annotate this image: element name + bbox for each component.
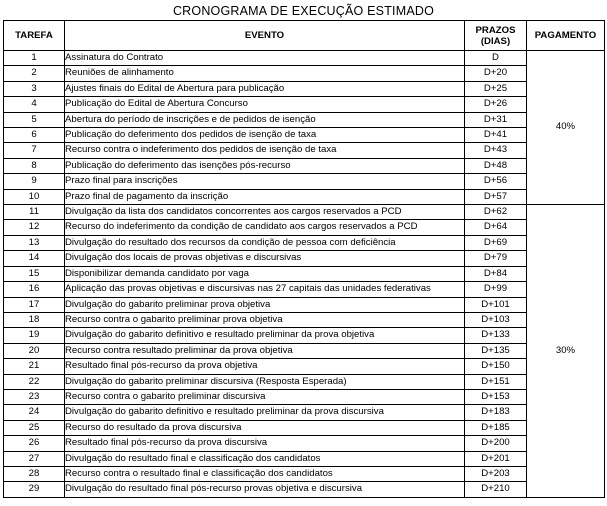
table-row xyxy=(4,143,605,158)
schedule-table xyxy=(3,20,605,498)
tarefa-cell: 6 xyxy=(4,128,65,143)
tarefa-cell: 4 xyxy=(4,97,65,112)
evento-cell: Divulgação do resultado final pós-recurso provas objetiva e discursiva xyxy=(65,482,465,497)
prazo-cell: D+101 xyxy=(465,297,527,312)
table-row xyxy=(4,282,605,297)
evento-cell: Publicação do Edital de Abertura Concurso xyxy=(65,97,465,112)
evento-cell: Ajustes finais do Edital de Abertura para publicação xyxy=(65,81,465,96)
header-prazos-unit: (DIAS) xyxy=(480,35,511,47)
table-row xyxy=(4,451,605,466)
table-row xyxy=(4,420,605,435)
prazo-cell: D+185 xyxy=(465,420,527,435)
prazo-cell: D+62 xyxy=(465,205,527,220)
tarefa-cell: 18 xyxy=(4,312,65,327)
table-row xyxy=(4,328,605,343)
table-row xyxy=(4,112,605,127)
header-pagamento: PAGAMENTO xyxy=(527,21,605,51)
prazo-cell: D+150 xyxy=(465,359,527,374)
prazo-cell: D+31 xyxy=(465,112,527,127)
prazo-cell: D+20 xyxy=(465,66,527,81)
tarefa-cell: 13 xyxy=(4,235,65,250)
prazo-cell: D xyxy=(465,51,527,66)
table-row xyxy=(4,312,605,327)
evento-cell: Recurso contra o gabarito preliminar discursiva xyxy=(65,389,465,404)
table-row xyxy=(4,251,605,266)
table-row xyxy=(4,374,605,389)
evento-cell: Publicação do deferimento dos pedidos de isenção de taxa xyxy=(65,128,465,143)
tarefa-cell: 28 xyxy=(4,466,65,481)
evento-cell: Divulgação do resultado final e classificação dos candidatos xyxy=(65,451,465,466)
tarefa-cell: 22 xyxy=(4,374,65,389)
table-row xyxy=(4,66,605,81)
prazo-cell: D+26 xyxy=(465,97,527,112)
prazo-cell: D+183 xyxy=(465,405,527,420)
evento-cell: Divulgação dos locais de provas objetivas e discursivas xyxy=(65,251,465,266)
evento-cell: Recurso do indeferimento da condição de candidato aos cargos reservados a PCD xyxy=(65,220,465,235)
tarefa-cell: 8 xyxy=(4,158,65,173)
prazo-cell: D+57 xyxy=(465,189,527,204)
table-row xyxy=(4,81,605,96)
table-row xyxy=(4,436,605,451)
table-row xyxy=(4,297,605,312)
prazo-cell: D+135 xyxy=(465,343,527,358)
pagamento-cell: 40% xyxy=(527,51,605,205)
table-row xyxy=(4,220,605,235)
table-header-row xyxy=(4,21,605,51)
evento-cell: Divulgação do gabarito definitivo e resultado preliminar da prova discursiva xyxy=(65,405,465,420)
evento-cell: Recurso do resultado da prova discursiva xyxy=(65,420,465,435)
tarefa-cell: 19 xyxy=(4,328,65,343)
tarefa-cell: 2 xyxy=(4,66,65,81)
table-row xyxy=(4,359,605,374)
tarefa-cell: 9 xyxy=(4,174,65,189)
evento-cell: Publicação do deferimento das isenções pós-recurso xyxy=(65,158,465,173)
header-evento: EVENTO xyxy=(65,21,465,51)
tarefa-cell: 29 xyxy=(4,482,65,497)
table-row xyxy=(4,405,605,420)
evento-cell: Abertura do período de inscrições e de pedidos de isenção xyxy=(65,112,465,127)
tarefa-cell: 14 xyxy=(4,251,65,266)
evento-cell: Recurso contra o resultado final e classificação dos candidatos xyxy=(65,466,465,481)
tarefa-cell: 16 xyxy=(4,282,65,297)
table-row xyxy=(4,189,605,204)
evento-cell: Prazo final de pagamento da inscrição xyxy=(65,189,465,204)
evento-cell: Divulgação do gabarito definitivo e resultado preliminar da prova objetiva xyxy=(65,328,465,343)
evento-cell: Recurso contra o gabarito preliminar prova objetiva xyxy=(65,312,465,327)
evento-cell: Reuniões de alinhamento xyxy=(65,66,465,81)
header-prazos xyxy=(465,21,527,51)
tarefa-cell: 5 xyxy=(4,112,65,127)
table-row xyxy=(4,482,605,497)
page-title: CRONOGRAMA DE EXECUÇÃO ESTIMADO xyxy=(172,4,435,18)
table-row xyxy=(4,174,605,189)
prazo-cell: D+48 xyxy=(465,158,527,173)
table-row xyxy=(4,205,605,220)
tarefa-cell: 10 xyxy=(4,189,65,204)
prazo-cell: D+56 xyxy=(465,174,527,189)
evento-cell: Aplicação das provas objetivas e discursivas nas 27 capitais das unidades federativas xyxy=(65,282,465,297)
table-body xyxy=(4,51,605,498)
tarefa-cell: 26 xyxy=(4,436,65,451)
evento-cell: Recurso contra o indeferimento dos pedidos de isenção de taxa xyxy=(65,143,465,158)
tarefa-cell: 7 xyxy=(4,143,65,158)
prazo-cell: D+103 xyxy=(465,312,527,327)
prazo-cell: D+151 xyxy=(465,374,527,389)
prazo-cell: D+41 xyxy=(465,128,527,143)
prazo-cell: D+200 xyxy=(465,436,527,451)
header-tarefa: TAREFA xyxy=(4,21,65,51)
evento-cell: Resultado final pós-recurso da prova discursiva xyxy=(65,436,465,451)
prazo-cell: D+25 xyxy=(465,81,527,96)
evento-cell: Resultado final pós-recurso da prova objetiva xyxy=(65,359,465,374)
evento-cell: Divulgação da lista dos candidatos concorrentes aos cargos reservados a PCD xyxy=(65,205,465,220)
prazo-cell: D+153 xyxy=(465,389,527,404)
evento-cell: Assinatura do Contrato xyxy=(65,51,465,66)
tarefa-cell: 24 xyxy=(4,405,65,420)
prazo-cell: D+43 xyxy=(465,143,527,158)
tarefa-cell: 27 xyxy=(4,451,65,466)
prazo-cell: D+133 xyxy=(465,328,527,343)
tarefa-cell: 15 xyxy=(4,266,65,281)
prazo-cell: D+64 xyxy=(465,220,527,235)
table-row xyxy=(4,97,605,112)
table-row xyxy=(4,235,605,250)
tarefa-cell: 17 xyxy=(4,297,65,312)
prazo-cell: D+210 xyxy=(465,482,527,497)
table-row xyxy=(4,128,605,143)
prazo-cell: D+99 xyxy=(465,282,527,297)
evento-cell: Prazo final para inscrições xyxy=(65,174,465,189)
tarefa-cell: 11 xyxy=(4,205,65,220)
prazo-cell: D+84 xyxy=(465,266,527,281)
tarefa-cell: 20 xyxy=(4,343,65,358)
tarefa-cell: 1 xyxy=(4,51,65,66)
table-row xyxy=(4,466,605,481)
evento-cell: Recurso contra resultado preliminar da prova objetiva xyxy=(65,343,465,358)
header-prazos-label: PRAZOS xyxy=(475,24,516,36)
tarefa-cell: 3 xyxy=(4,81,65,96)
evento-cell: Disponibilizar demanda candidato por vaga xyxy=(65,266,465,281)
pagamento-cell: 30% xyxy=(527,205,605,498)
prazo-cell: D+203 xyxy=(465,466,527,481)
prazo-cell: D+201 xyxy=(465,451,527,466)
evento-cell: Divulgação do resultado dos recursos da condição de pessoa com deficiência xyxy=(65,235,465,250)
table-row xyxy=(4,343,605,358)
tarefa-cell: 21 xyxy=(4,359,65,374)
prazo-cell: D+69 xyxy=(465,235,527,250)
tarefa-cell: 23 xyxy=(4,389,65,404)
evento-cell: Divulgação do gabarito preliminar discursiva (Resposta Esperada) xyxy=(65,374,465,389)
table-row xyxy=(4,158,605,173)
table-row xyxy=(4,266,605,281)
tarefa-cell: 12 xyxy=(4,220,65,235)
table-row xyxy=(4,51,605,66)
evento-cell: Divulgação do gabarito preliminar prova objetiva xyxy=(65,297,465,312)
table-row xyxy=(4,389,605,404)
prazo-cell: D+79 xyxy=(465,251,527,266)
tarefa-cell: 25 xyxy=(4,420,65,435)
